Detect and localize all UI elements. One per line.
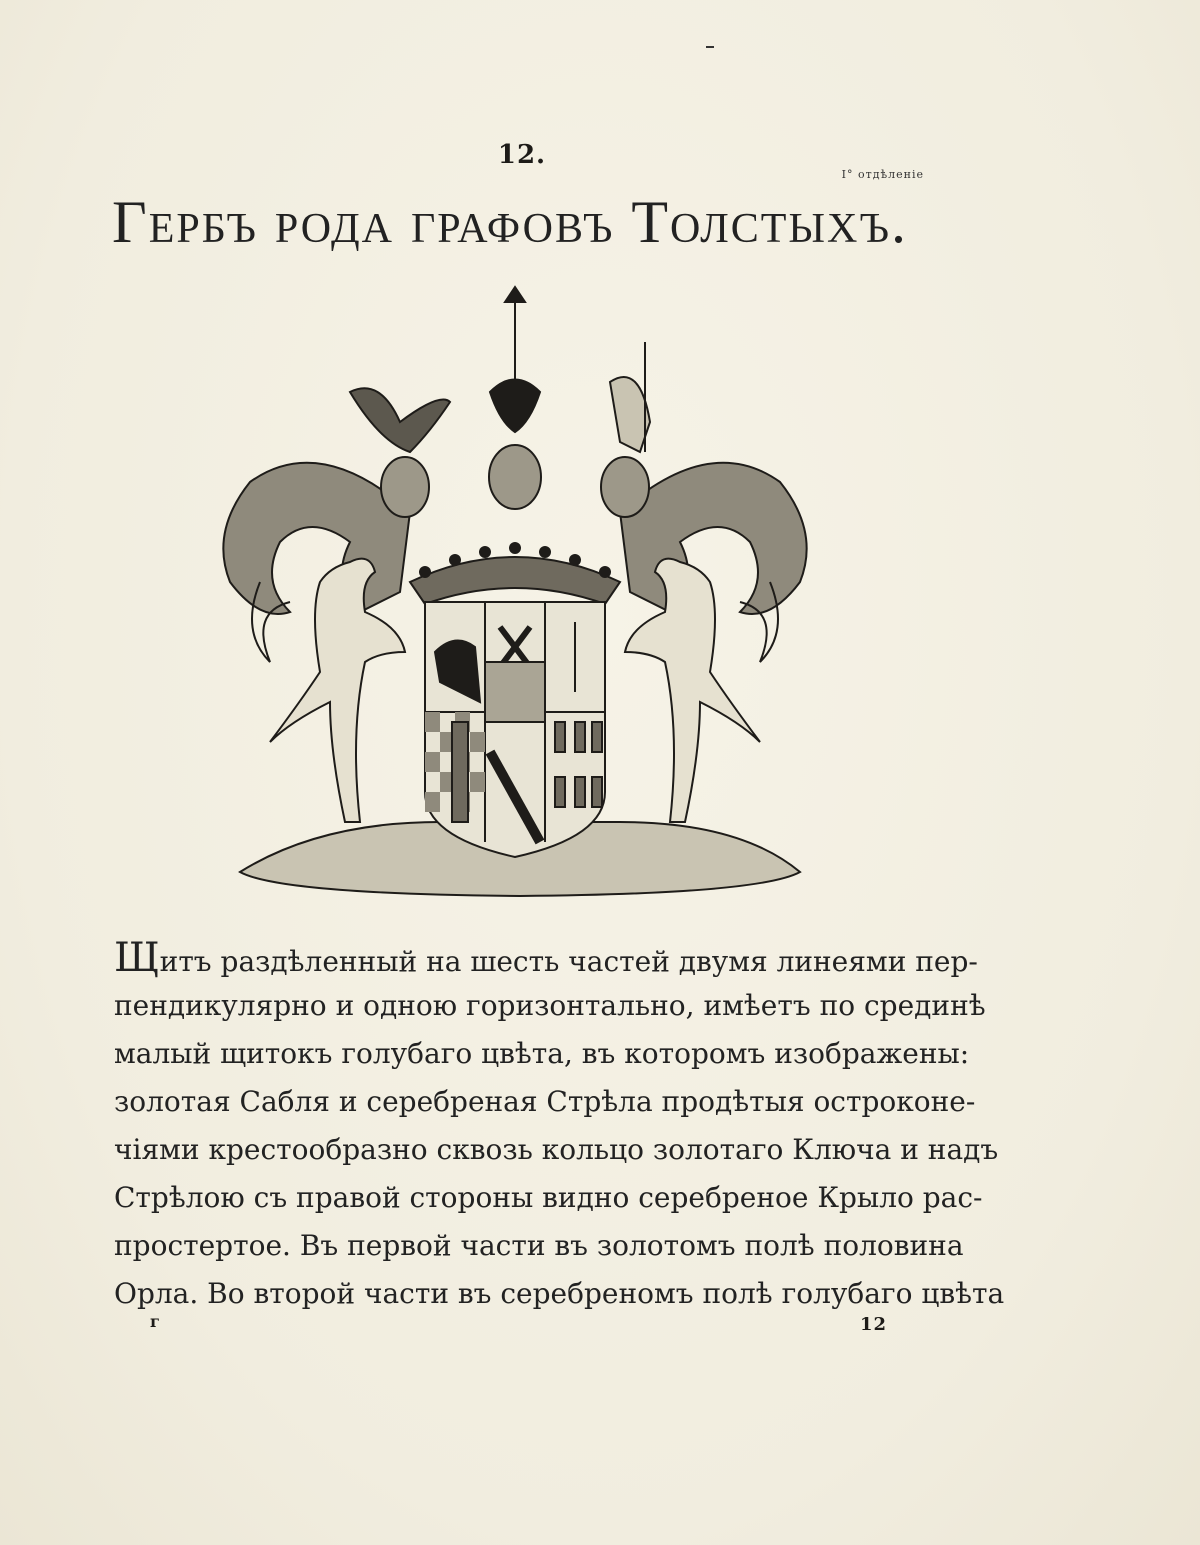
helmet-left bbox=[381, 457, 429, 517]
text-line: чiями крестообразно сквозь кольцо золотаго Ключа и надъ bbox=[114, 1133, 999, 1166]
page-number: 12. bbox=[497, 140, 547, 170]
helmet-right bbox=[601, 457, 649, 517]
tower-charge bbox=[452, 722, 468, 822]
text-line: малый щитокъ голубаго цвѣта, въ которомъ изображены: bbox=[114, 1037, 970, 1070]
printer-mark bbox=[706, 46, 714, 48]
section-note: I° отдѣленiе bbox=[841, 168, 924, 181]
text-line: Стрѣлою съ правой стороны видно серебреное Крыло рас- bbox=[114, 1181, 983, 1214]
footer-number: 12 bbox=[860, 1314, 888, 1335]
wing-crest bbox=[350, 388, 450, 452]
coat-of-arms-engraving bbox=[200, 282, 830, 912]
text-line: золотая Сабля и серебреная Стрѣла продѣтыя остроконе- bbox=[114, 1085, 976, 1118]
text-line: Орла. Во второй части въ серебреномъ полѣ голубаго цвѣта bbox=[114, 1277, 1005, 1310]
signature-mark: г bbox=[150, 1312, 160, 1331]
description-text bbox=[114, 934, 1005, 1318]
text-line: простертое. Въ первой части въ золотомъ полѣ половина bbox=[114, 1229, 964, 1262]
text-line: пендикулярно и одною горизонтально, имѣетъ по срединѣ bbox=[114, 989, 986, 1022]
helmet-center bbox=[489, 445, 541, 509]
inescutcheon bbox=[485, 662, 545, 722]
text-line: Щитъ раздѣленный на шесть частей двумя линеями пер- bbox=[114, 935, 978, 981]
crown bbox=[410, 557, 620, 604]
page-title: Гербъ рода графовъ Толстыхъ. bbox=[112, 189, 909, 255]
